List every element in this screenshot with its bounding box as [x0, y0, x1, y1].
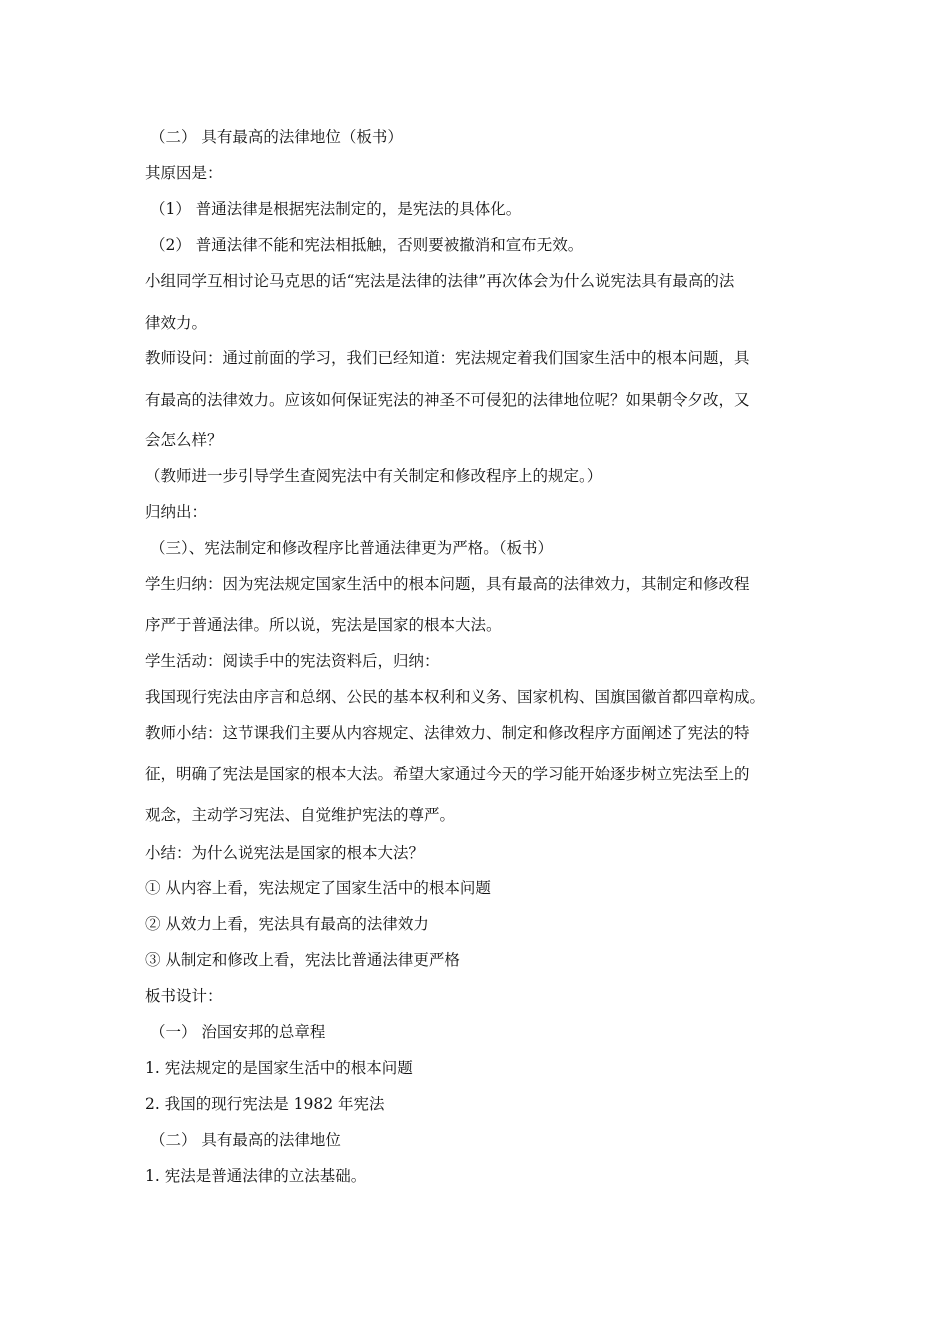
list-item: （1） 普通法律是根据宪法制定的，是宪法的具体化。 [150, 200, 522, 218]
text-line: 教师设问：通过前面的学习，我们已经知道：宪法规定着我们国家生活中的根本问题，具 [145, 349, 750, 367]
list-item: ③ 从制定和修改上看，宪法比普通法律更严格 [145, 951, 460, 969]
text-line: 我国现行宪法由序言和总纲、公民的基本权利和义务、国家机构、国旗国徽首都四章构成。 [145, 688, 766, 706]
text-line: 观念，主动学习宪法、自觉维护宪法的尊严。 [145, 806, 456, 824]
section-heading-1: （一） 治国安邦的总章程 [150, 1023, 326, 1041]
text-line: 征，明确了宪法是国家的根本大法。希望大家通过今天的学习能开始逐步树立宪法至上的 [145, 765, 750, 783]
section-heading-2: （二） 具有最高的法律地位（板书） [150, 128, 403, 146]
text-line: 其原因是： [145, 164, 223, 182]
text-line: 会怎么样？ [145, 431, 223, 449]
text-line: 有最高的法律效力。应该如何保证宪法的神圣不可侵犯的法律地位呢？如果朝令夕改，又 [145, 391, 750, 409]
list-item: ① 从内容上看，宪法规定了国家生活中的根本问题 [145, 879, 491, 897]
text-line: 归纳出： [145, 503, 208, 521]
text-line: 学生归纳：因为宪法规定国家生活中的根本问题，具有最高的法律效力，其制定和修改程 [145, 575, 750, 593]
list-item: 2. 我国的现行宪法是 1982 年宪法 [145, 1095, 385, 1113]
section-heading-3: （三）、宪法制定和修改程序比普通法律更为严格。（板书） [150, 539, 554, 557]
text-line: 律效力。 [145, 314, 208, 332]
list-item: ② 从效力上看，宪法具有最高的法律效力 [145, 915, 429, 933]
section-heading-2: （二） 具有最高的法律地位 [150, 1131, 341, 1149]
list-item: 1. 宪法规定的是国家生活中的根本问题 [145, 1059, 413, 1077]
text-line: 序严于普通法律。所以说，宪法是国家的根本大法。 [145, 616, 502, 634]
text-line: （教师进一步引导学生查阅宪法中有关制定和修改程序上的规定。） [145, 467, 603, 485]
text-line: 学生活动：阅读手中的宪法资料后，归纳： [145, 652, 440, 670]
list-item: 1. 宪法是普通法律的立法基础。 [145, 1167, 367, 1185]
text-line: 小组同学互相讨论马克思的话“宪法是法律的法律”再次体会为什么说宪法具有最高的法 [145, 272, 735, 290]
text-line: 教师小结：这节课我们主要从内容规定、法律效力、制定和修改程序方面阐述了宪法的特 [145, 724, 750, 742]
list-item: （2） 普通法律不能和宪法相抵触，否则要被撤消和宣布无效。 [150, 236, 584, 254]
text-line: 板书设计： [145, 987, 223, 1005]
text-line: 小结：为什么说宪法是国家的根本大法？ [145, 844, 425, 862]
